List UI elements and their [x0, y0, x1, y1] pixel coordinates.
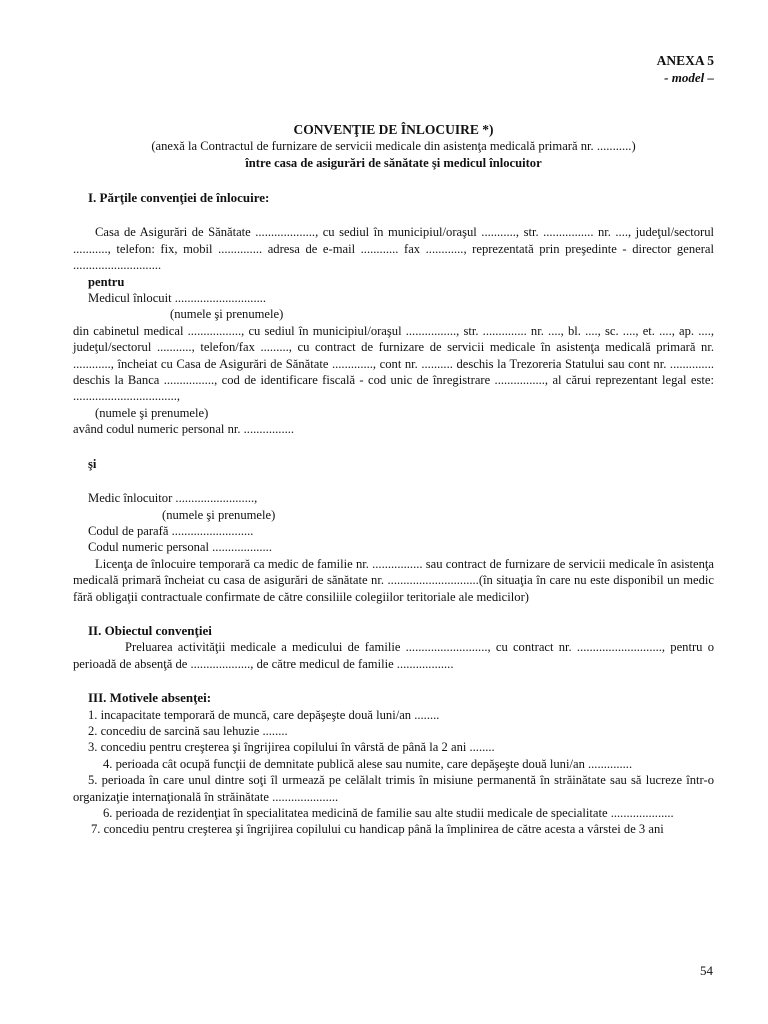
motiv-item-5: 5. perioada în care unul dintre soţi îl urmează pe celălalt trimis în misiune permanentă în străinătate sau să lucreze într-o organizaţie internaţională în străinătate ..................... — [73, 773, 714, 804]
page-number: 54 — [700, 963, 713, 978]
obiect-paragraph: Preluarea activităţii medicale a medicului de familie .........................., cu contract nr. ..........................., pentru o perioadă de absenţă de ..................., de către medicul de familie .................. — [73, 640, 714, 671]
document-page — [73, 52, 714, 838]
motiv-item-4: 4. perioada cât ocupă funcţii de demnitate publică alese sau numite, care depăşeşte două luni/an .............. — [103, 756, 633, 771]
casa-paragraph: Casa de Asigurări de Sănătate ..................., cu sediul în municipiul/oraşul ..........., str. ................ nr. ...., judeţul/sectorul ..........., telefon: fix, mobil .............. adresa de e-mail ............ fax ............, reprezentată prin preşedinte - director general ............................ — [73, 225, 714, 273]
nume-prenume-hint-2: (numele şi prenumele) — [95, 405, 209, 420]
motiv-item-6: 6. perioada de rezidenţiat în specialitatea medicină de familie sau alte studii medicale de specialitate .................... — [103, 806, 674, 820]
cnp-line: având codul numeric personal nr. ................ — [73, 422, 295, 437]
cabinet-paragraph: din cabinetul medical ................., cu sediul în municipiul/oraşul ................, str. .............. nr. ...., bl. ...., sc. ...., et. ...., ap. ...., judeţul/sectorul ..........., telefon/fax ........., cu contract de furnizare de servicii medicale în asistenţa medicală primară nr. ............, încheiat cu Casa de Asigurări de Sănătate ............., cont nr. .......... deschis la Trezoreria Statului sau cont nr. .............. deschis la Banca ................, cod de identificare fiscală - cod unic de înregistrare ................, al cărui reprezentant legal este: ................................., — [73, 323, 714, 404]
annex-label: ANEXA 5 — [656, 53, 714, 68]
document-parties-line: între casa de asigurări de sănătate şi medicul înlocuitor — [245, 156, 542, 170]
cod-numeric-line: Codul numeric personal ................... — [88, 540, 272, 555]
nume-prenume-hint-3: (numele şi prenumele) — [162, 507, 276, 522]
cod-parafa-line: Codul de parafă .......................... — [88, 523, 254, 538]
medic-inlocuit-line: Medicul înlocuit ............................. — [88, 291, 267, 306]
pentru-label: pentru — [88, 274, 125, 289]
motiv-item-1: 1. incapacitate temporară de muncă, care depăşeşte două luni/an ........ — [88, 707, 440, 722]
si-label: şi — [88, 456, 97, 471]
section-2-heading: II. Obiectul convenţiei — [88, 622, 212, 638]
motiv-item-2: 2. concediu de sarcină sau lehuzie ........ — [88, 723, 288, 738]
motiv-item-3: 3. concediu pentru creşterea şi îngrijirea copilului în vârstă de până la 2 ani ........ — [88, 740, 495, 755]
document-title: CONVENŢIE DE ÎNLOCUIRE *) — [293, 122, 494, 137]
model-label: - model – — [664, 70, 714, 85]
document-subtitle: (anexă la Contractul de furnizare de servicii medicale din asistenţa medicală primară nr. ...........) — [151, 139, 636, 153]
section-3-heading: III. Motivele absenţei: — [88, 690, 212, 706]
motiv-item-7: 7. concediu pentru creşterea şi îngrijirea copilului cu handicap până la împlinirea de către acesta a vârstei de 3 ani — [91, 822, 664, 837]
medic-inlocuitor-line: Medic înlocuitor ........................., — [88, 491, 258, 506]
nume-prenume-hint-1: (numele şi prenumele) — [170, 307, 284, 322]
licenta-paragraph: Licenţa de înlocuire temporară ca medic de familie nr. ................ sau contract de furnizare de servicii medicale în asistenţa medicală primară încheiat cu casa de asigurări de sănătate nr. .............................(în situaţia în care nu este disponibil un medic fără obligaţii contractuale confirmate de către consiliile colegiilor teritoriale ale medicilor) — [73, 556, 714, 604]
section-1-heading: I. Părţile convenţiei de înlocuire: — [88, 190, 270, 205]
